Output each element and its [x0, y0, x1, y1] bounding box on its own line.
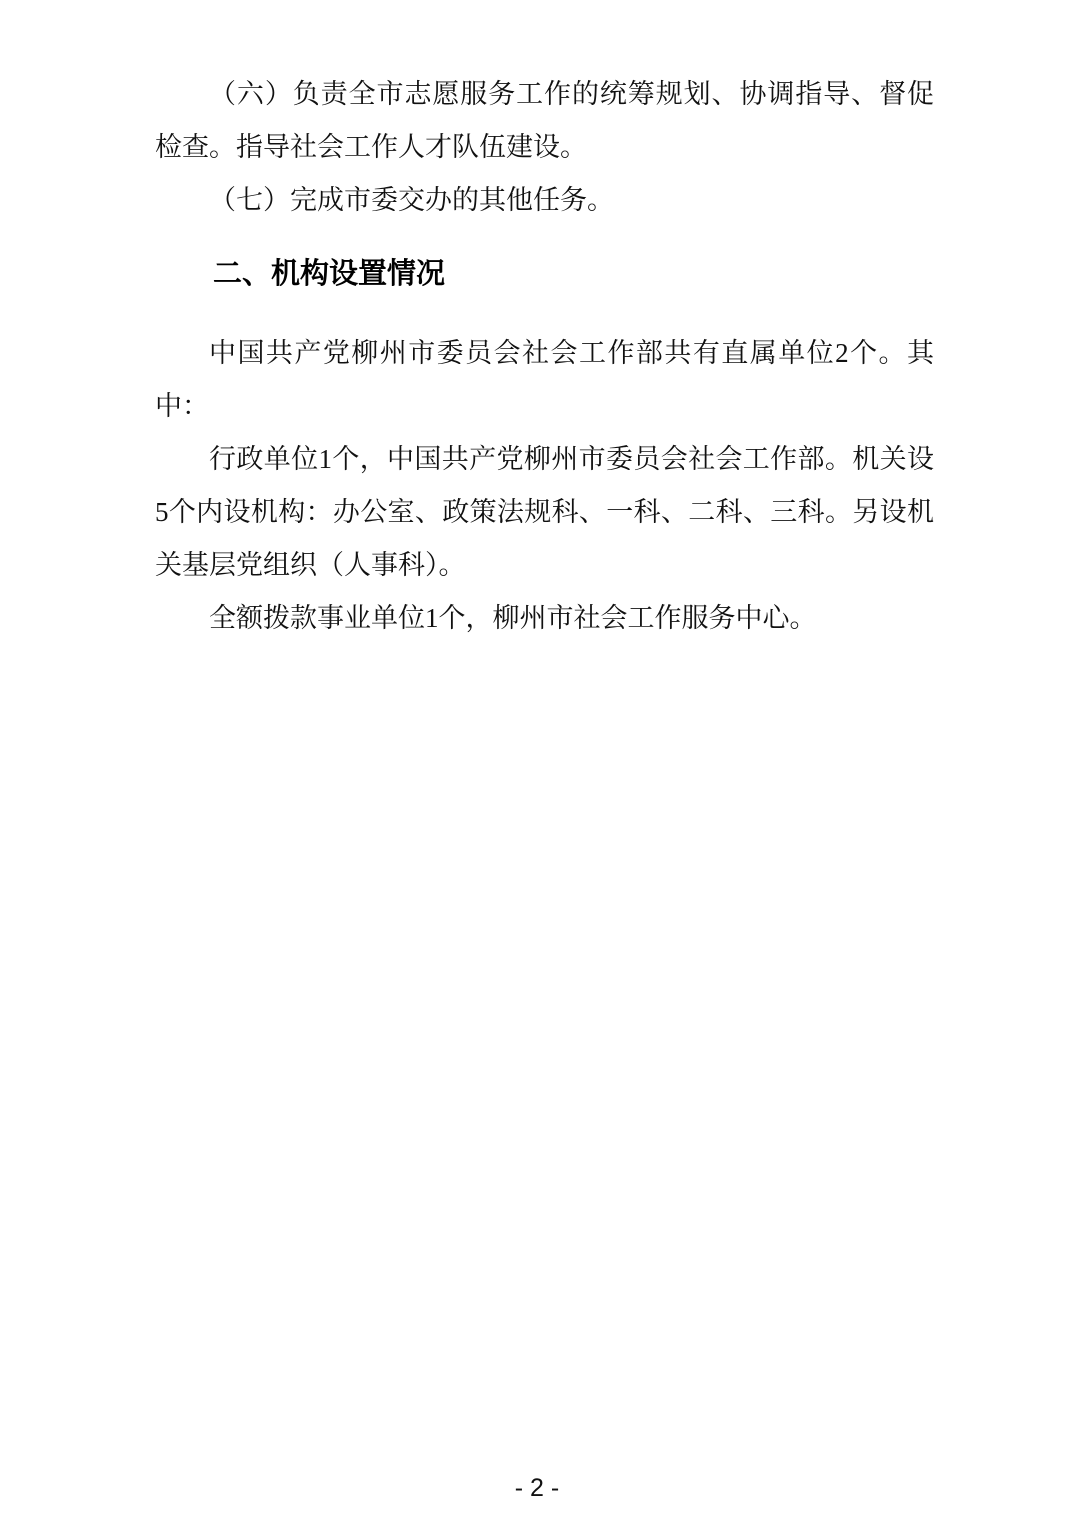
- text-line: 5个内设机构：办公室、政策法规科、一科、二科、三科。另设机: [155, 497, 934, 527]
- text-line: 中国共产党柳州市委员会社会工作部共有直属单位2个。其: [209, 338, 934, 368]
- text-line: 行政单位1个，中国共产党柳州市委员会社会工作部。机关设: [209, 444, 934, 474]
- section-heading-text: 二、机构设置情况: [213, 258, 446, 290]
- document-body: [155, 68, 934, 645]
- paragraph-duty-seven: [155, 174, 934, 227]
- paragraph-org-overview: [155, 327, 934, 433]
- paragraph-institution-unit: [155, 592, 934, 645]
- text-line: （七）完成市委交办的其他任务。: [209, 185, 614, 215]
- page-number: - 2 -: [514, 1474, 560, 1502]
- paragraph-duty-six: [155, 68, 934, 174]
- text-line: 中：: [155, 391, 209, 421]
- paragraph-admin-unit: [155, 433, 934, 592]
- section-heading: [155, 248, 934, 301]
- text-line: 检查。指导社会工作人才队伍建设。: [155, 132, 587, 162]
- text-line: 全额拨款事业单位1个，柳州市社会工作服务中心。: [209, 603, 817, 633]
- text-line: 关基层党组织（人事科）。: [155, 550, 466, 580]
- text-line: （六）负责全市志愿服务工作的统筹规划、协调指导、督促: [209, 79, 934, 109]
